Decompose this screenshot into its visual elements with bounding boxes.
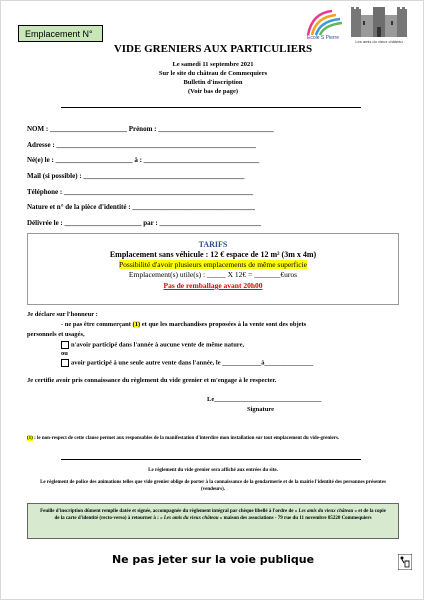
declaration-item-1c: personnels et usagés,: [27, 331, 85, 338]
tarifs-title: TARIFS: [198, 240, 228, 249]
page-title: VIDE GRENIERS AUX PARTICULIERS: [113, 43, 313, 55]
no-packing-warning: Pas de remballage avant 20h00: [163, 281, 263, 290]
association-name-2: « Les amis du vieux château »: [160, 516, 223, 522]
footnote: [27, 435, 397, 442]
police-rules-note: Le règlement de police des animations telles que vide grenier oblige de porter à la connaissance de la gendarmerie et de la mairie l'identité des personnes présentes (vendeurs).: [40, 480, 386, 492]
telephone-field[interactable]: Téléphone : ______________________________________________________: [27, 188, 253, 196]
divider: [61, 459, 361, 460]
delivered-field[interactable]: Délivrée le : ______________________ par : _____________________________: [27, 219, 261, 227]
school-logo-text: Ecole S Pierre: [307, 35, 339, 41]
footnote-text: : le non-respect de cette clause permet aux responsables de la manifestation d'interdire mon installation sur tout emplacement du vide-greniers.: [34, 436, 340, 441]
trash-bin-icon: [398, 554, 412, 570]
declaration-item-3-text: avoir participé à une seule autre vente dans l'année, le ____________à_______________: [71, 359, 314, 367]
declaration-item-1a: - ne pas être commerçant: [61, 321, 131, 328]
event-site: Sur le site du château de Commequiers: [158, 70, 268, 77]
certify-text: Je certifie avoir pris connaissance du règlement du vide grenier et m'engage à le respecter.: [27, 377, 277, 384]
castle-icon: [349, 5, 409, 39]
checkbox-one-participation[interactable]: [61, 359, 69, 367]
spots-count-field[interactable]: Emplacement(s) utile(s) : _____ X 12€ = _______€uros: [128, 270, 298, 279]
signature-label: Signature: [247, 406, 274, 413]
see-bottom-note: (Voir bas de page): [187, 88, 239, 95]
dont-litter-notice: Ne pas jeter sur la voie publique: [111, 553, 315, 566]
declaration-item-2: [61, 341, 244, 349]
castle-logo: [349, 5, 409, 45]
multiple-spots-note: [28, 260, 398, 269]
date-field[interactable]: Le_________________________________: [207, 396, 322, 403]
association-name: Les amis du vieux château: [298, 509, 354, 514]
emplacement-number-box: Emplacement N°: [18, 25, 103, 42]
declaration-intro: Je déclare sur l'honneur :: [27, 311, 98, 318]
form-name: Bulletin d'inscription: [183, 79, 243, 86]
tarif-line: Emplacement sans véhicule : 12 € espace de 12 m² (3m x 4m): [109, 250, 317, 259]
instructions-part-1: Feuille d'inscription dûment remplie datée et signée, accompagnée du règlement intégral par chèque libellé à l'ordre de «: [40, 509, 298, 514]
instructions-part-2: » et de la copie de la carte d'identité (recto-verso) à retourner à :: [54, 509, 386, 522]
footnote-number: (1): [27, 436, 33, 441]
birth-field[interactable]: Né(e) le : ______________________ à : _________________________________: [27, 156, 260, 164]
school-logo: [302, 5, 344, 45]
mail-field[interactable]: Mail (si possible) : ______________________________________________: [27, 172, 245, 180]
or-label: ou: [61, 350, 68, 357]
event-date: Le samedi 11 septembre 2021: [172, 61, 254, 68]
footnote-ref: (1): [132, 321, 141, 328]
declaration-item-1: [61, 321, 306, 328]
instructions-part-3: maison des associations - 79 rue du 11 novembre 85220 Commequiers: [223, 516, 372, 522]
nom-field[interactable]: NOM : ______________________ Prénom : _________________________________: [27, 125, 274, 133]
declaration-item-2-text: n'avoir participé dans l'année à aucune vente de même nature,: [71, 341, 245, 349]
adresse-field[interactable]: Adresse : _________________________________________________________: [27, 141, 256, 149]
declaration-item-1b: et que les marchandises proposées à la vente sont des objets: [141, 321, 307, 328]
tarifs-box: [27, 233, 399, 305]
checkbox-no-participation[interactable]: [61, 341, 69, 349]
divider: [61, 107, 361, 108]
multiple-spots-text: Possibilité d'avoir plusieurs emplacements de même superficie: [119, 260, 307, 269]
submission-instructions: [27, 503, 399, 539]
declaration-item-3: [61, 359, 313, 367]
rules-display-note: Le règlement du vide grenier sera affiché aux entrées du site.: [148, 468, 278, 473]
id-document-field[interactable]: Nature et n° de la pièce d'identité : ___________________________________: [27, 203, 255, 211]
castle-logo-text: Les amis du vieux château: [355, 39, 403, 44]
